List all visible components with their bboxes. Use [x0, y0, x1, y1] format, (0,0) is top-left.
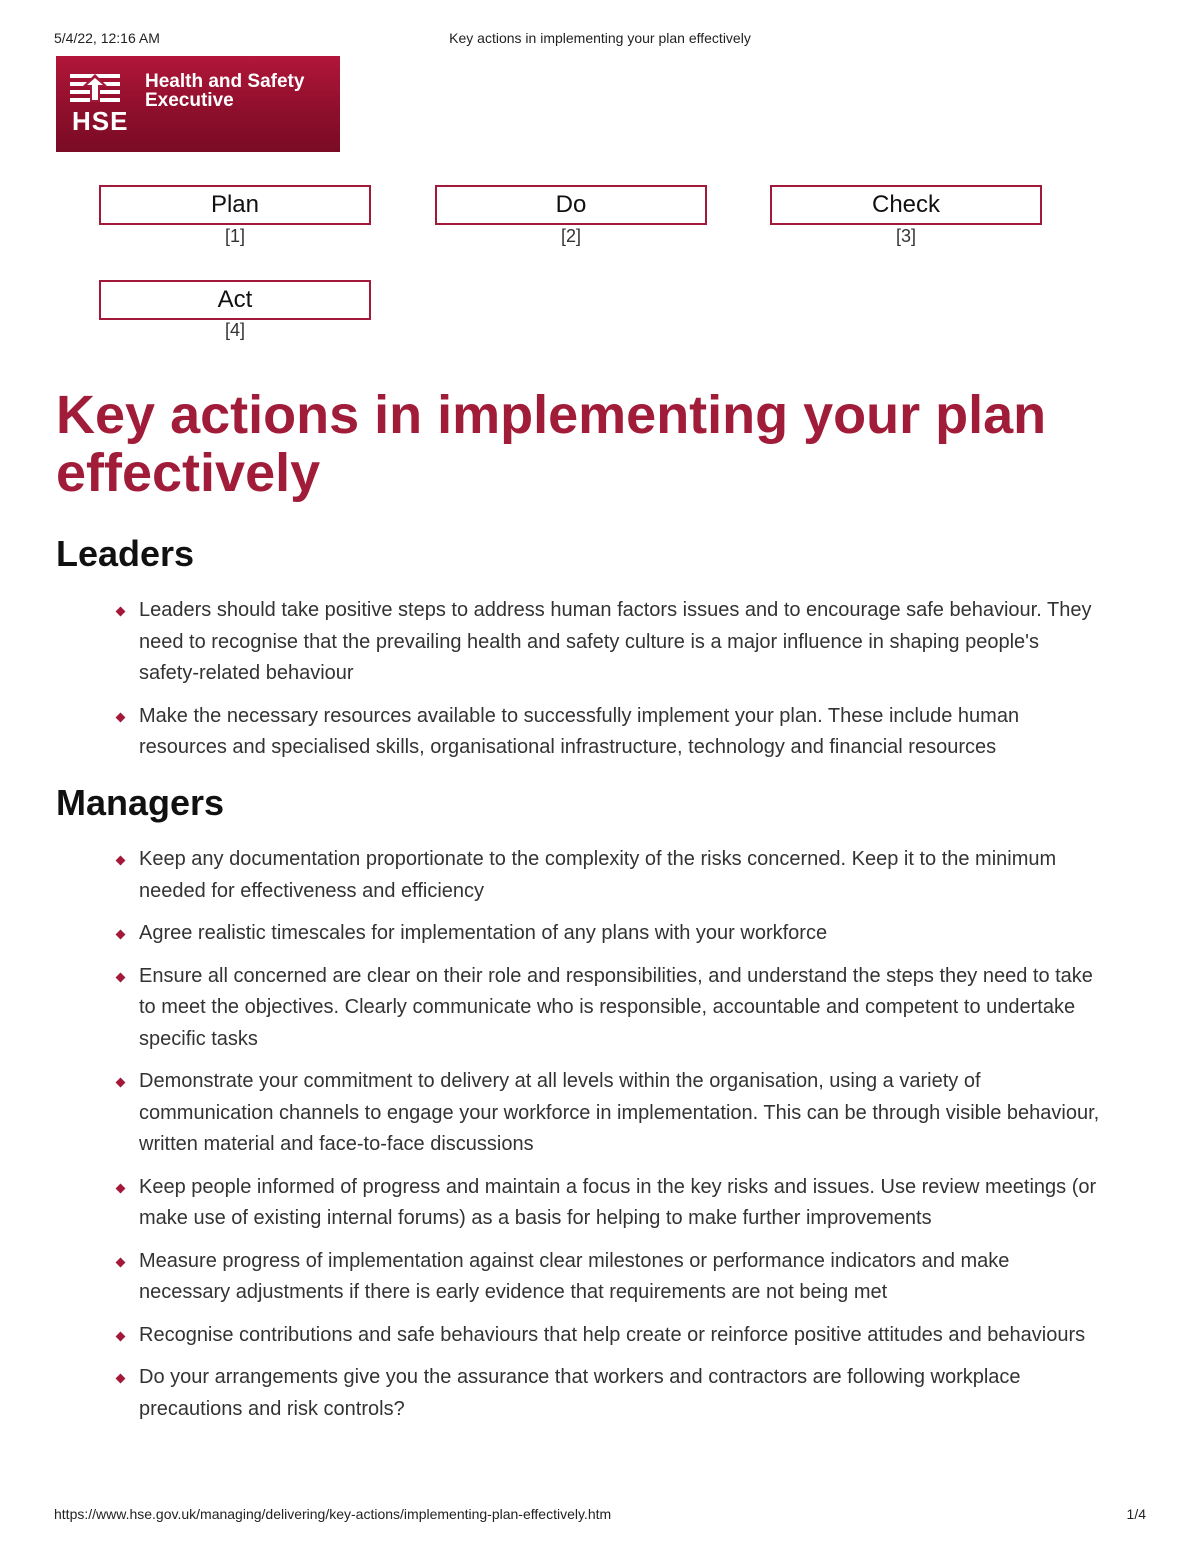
managers-list: [100, 844, 1100, 1436]
bullet-icon: [116, 1183, 126, 1193]
print-footer: [54, 1506, 1146, 1526]
logo-brand-line2: Executive: [145, 90, 234, 111]
nav-check-ref: [3]: [895, 226, 916, 246]
list-item-text: Keep any documentation proportionate to the complexity of the risks concerned. Keep it to the minimum needed for effectiveness and efficiency: [139, 848, 1057, 902]
print-title: Key actions in implementing your plan effectively: [449, 30, 751, 46]
nav-plan-button[interactable]: Plan: [99, 185, 371, 225]
list-item: [100, 1066, 1100, 1161]
hse-emblem-icon: [70, 74, 120, 104]
list-item: [100, 1172, 1100, 1235]
page-url[interactable]: https://www.hse.gov.uk/managing/delivering/key-actions/implementing-plan-effectively.htm: [54, 1506, 612, 1522]
list-item-text: Make the necessary resources available to successfully implement your plan. These include human resources and specialised skills, organisational infrastructure, technology and financial resources: [139, 704, 1020, 758]
section-heading-managers: Managers: [56, 782, 225, 823]
list-item: [100, 595, 1100, 690]
bullet-icon: [116, 1374, 126, 1384]
logo-brand: [145, 72, 304, 110]
logo-brand-line1: Health and Safety: [145, 71, 305, 92]
bullet-icon: [116, 1257, 126, 1267]
hse-logo[interactable]: [56, 56, 340, 152]
bullet-icon: [116, 1078, 126, 1088]
nav-check-button[interactable]: Check: [770, 185, 1042, 225]
page-number: 1/4: [1126, 1506, 1146, 1522]
nav-act-ref: [4]: [224, 320, 245, 340]
list-item: [100, 1320, 1100, 1352]
bullet-icon: [116, 856, 126, 866]
list-item: [100, 918, 1100, 950]
nav-do-ref: [2]: [560, 226, 581, 246]
print-header: [54, 30, 1146, 50]
page-title: Key actions in implementing your plan effectively: [56, 385, 1047, 503]
list-item: [100, 1362, 1100, 1425]
list-item: [100, 844, 1100, 907]
nav-do-button[interactable]: Do: [435, 185, 707, 225]
bullet-icon: [116, 930, 126, 940]
bullet-icon: [116, 972, 126, 982]
list-item-text: Demonstrate your commitment to delivery at all levels within the organisation, using a variety of communication channels to engage your workforce in implementation. This can be through visible behaviour, written material and face-to-face discussions: [139, 1070, 1100, 1155]
logo-letters: HSE: [72, 106, 129, 136]
leaders-list: [100, 595, 1100, 775]
print-datetime: 5/4/22, 12:16 AM: [54, 30, 160, 46]
bullet-icon: [116, 712, 126, 722]
nav-plan-ref: [1]: [224, 226, 245, 246]
list-item: [100, 961, 1100, 1056]
section-heading-leaders: Leaders: [56, 533, 195, 574]
bullet-icon: [116, 1331, 126, 1341]
list-item: [100, 701, 1100, 764]
list-item-text: Keep people informed of progress and maintain a focus in the key risks and issues. Use review meetings (or make use of existing internal forums) as a basis for helping to make further improvements: [139, 1175, 1097, 1229]
list-item-text: Do your arrangements give you the assurance that workers and contractors are following workplace precautions and risk controls?: [139, 1366, 1021, 1420]
list-item-text: Agree realistic timescales for implementation of any plans with your workforce: [139, 922, 828, 944]
list-item-text: Leaders should take positive steps to address human factors issues and to encourage safe behaviour. They need to recognise that the prevailing health and safety culture is a major influence in shaping people's safety-related behaviour: [139, 599, 1092, 684]
nav-act-button[interactable]: Act: [99, 280, 371, 320]
list-item-text: Recognise contributions and safe behaviours that help create or reinforce positive attitudes and behaviours: [139, 1323, 1086, 1346]
list-item: [100, 1246, 1100, 1309]
bullet-icon: [116, 607, 126, 617]
list-item-text: Measure progress of implementation against clear milestones or performance indicators and make necessary adjustments if there is early evidence that requirements are not being met: [139, 1249, 1010, 1303]
list-item-text: Ensure all concerned are clear on their role and responsibilities, and understand the steps they need to take to meet the objectives. Clearly communicate who is responsible, accountable and competent to undertake specific tasks: [139, 964, 1093, 1050]
